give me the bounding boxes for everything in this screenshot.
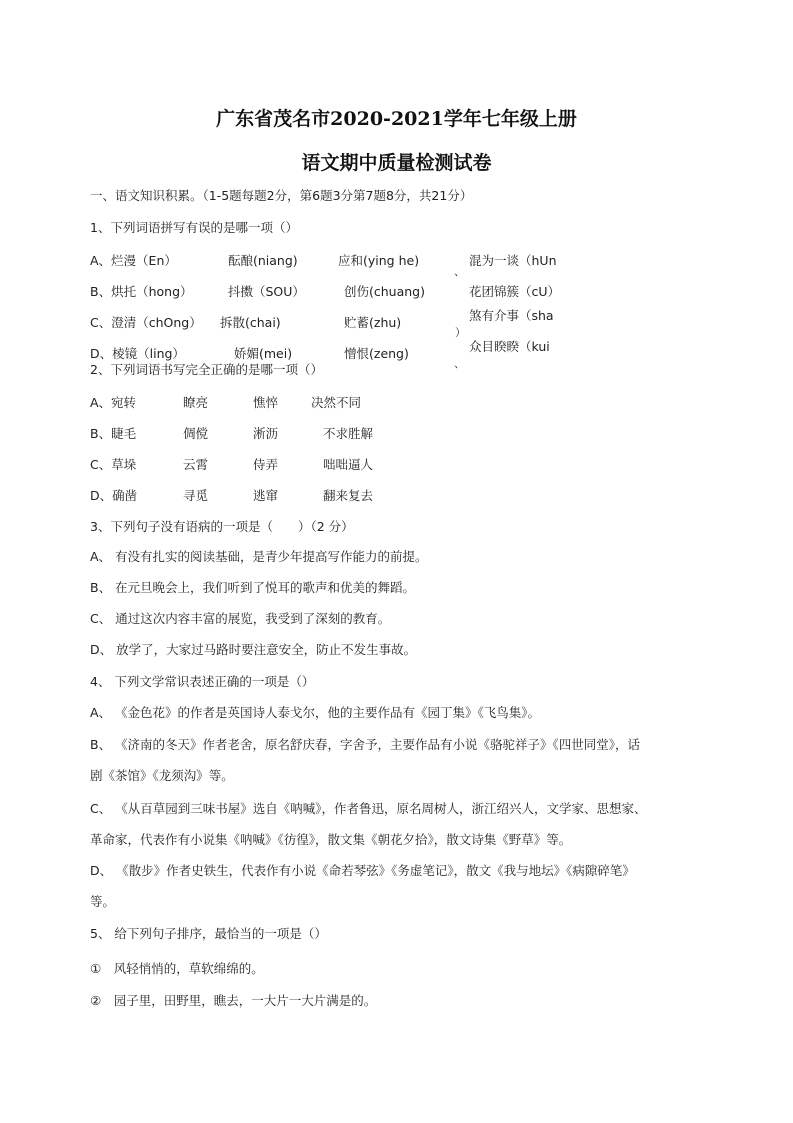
q1-option-d-label: D、棱镜（ling） [90, 346, 185, 361]
q2-option-c-word3: 侍弄 [253, 457, 279, 472]
question-5-stem: 5、 给下列句子排序，最恰当的一项是（） [90, 926, 327, 941]
q1-option-c-word2: 拆散(chai) [220, 315, 281, 330]
question-1-stem: 1、下列词语拼写有误的是哪一项（） [90, 220, 298, 235]
punctuation-mark: ） [455, 326, 466, 339]
section-heading: 一、语文知识积累。（1-5题每题2分，第6题3分第7题8分，共21分） [90, 188, 473, 203]
q1-option-a-word4: 混为一谈（hUn [469, 253, 557, 268]
q1-option-b-word4: 花团锦簇（cU） [469, 284, 561, 299]
q1-option-b-word2: 抖擞（SOU） [228, 284, 305, 299]
q5-item-2: ② 园子里，田野里，瞧去，一大片一大片满是的。 [90, 993, 377, 1008]
q2-option-a-word2: 瞭亮 [183, 395, 209, 410]
q1-option-a-word2: 酝酿(niang) [228, 253, 298, 268]
q2-option-c-word2: 云霄 [183, 457, 209, 472]
question-3-stem: 3、下列句子没有语病的一项是（ ）（2 分） [90, 519, 354, 534]
q2-option-a-word4: 决然不同 [311, 395, 362, 410]
q2-option-d-label: D、确凿 [90, 488, 138, 503]
q4-option-d-line1: D、 《散步》作者史铁生，代表作有小说《命若琴弦》《务虚笔记》，散文《我与地坛》《病隙碎笔》 [90, 863, 635, 878]
q2-option-c-label: C、草垛 [90, 457, 137, 472]
q4-option-a: A、 《金色花》的作者是英国诗人泰戈尔，他的主要作品有《园丁集》《飞鸟集》。 [90, 705, 541, 720]
punctuation-mark: 、 [454, 357, 465, 370]
q1-option-d-word2: 娇媚(mei) [234, 346, 293, 361]
q2-option-d-word2: 寻觅 [183, 488, 209, 503]
q4-option-c-line2: 革命家，代表作有小说集《呐喊》《彷徨》，散文集《朝花夕拾》，散文诗集《野草》等。 [90, 832, 572, 847]
q2-option-c-word4: 咄咄逼人 [323, 457, 374, 472]
q1-option-d-word4: 众目睽睽（kui [469, 339, 550, 354]
q1-option-b-word3: 创伤(chuang) [344, 284, 425, 299]
q1-option-c-label: C、澄清（chOng） [90, 315, 202, 330]
q4-option-d-line2: 等。 [90, 894, 116, 909]
q1-option-a-word3: 应和(ying he) [338, 253, 420, 268]
q2-option-a-label: A、宛转 [90, 395, 137, 410]
document-title: 广东省茂名市2020-2021学年七年级上册 [216, 108, 577, 130]
q3-option-a: A、 有没有扎实的阅读基础，是青少年提高写作能力的前提。 [90, 549, 428, 564]
q3-option-d: D、 放学了，大家过马路时要注意安全，防止不发生事故。 [90, 642, 417, 657]
q2-option-b-word2: 倜傥 [183, 426, 209, 441]
q1-option-c-word4: 煞有介事（sha [469, 308, 554, 323]
q4-option-b-line2: 剧《茶馆》《龙须沟》等。 [90, 768, 234, 783]
q4-option-c-line1: C、 《从百草园到三味书屋》选自《呐喊》，作者鲁迅，原名周树人，浙江绍兴人，文学家、思想家、 [90, 801, 647, 816]
punctuation-mark: 、 [454, 265, 465, 278]
q2-option-b-word4: 不求胜解 [323, 426, 374, 441]
q2-option-b-label: B、睫毛 [90, 426, 137, 441]
q4-option-b-line1: B、 《济南的冬天》作者老舍，原名舒庆春，字舍予，主要作品有小说《骆驼祥子》《四世同堂》，话 [90, 737, 641, 752]
document-subtitle: 语文期中质量检测试卷 [301, 152, 492, 174]
q1-option-b-label: B、烘托（hong） [90, 284, 193, 299]
q1-option-d-word3: 憎恨(zeng) [344, 346, 409, 361]
q2-option-a-word3: 憔悴 [253, 395, 279, 410]
q2-option-d-word3: 逃窜 [253, 488, 279, 503]
question-4-stem: 4、 下列文学常识表述正确的一项是（） [90, 674, 315, 689]
q3-option-b: B、 在元旦晚会上，我们听到了悦耳的歌声和优美的舞蹈。 [90, 580, 416, 595]
question-2-stem: 2、下列词语书写完全正确的是哪一项（） [90, 362, 323, 377]
q5-item-1: ① 风轻悄悄的，草软绵绵的。 [90, 961, 264, 976]
q2-option-b-word3: 淅沥 [253, 426, 279, 441]
q3-option-c: C、 通过这次内容丰富的展览，我受到了深刻的教育。 [90, 611, 391, 626]
q2-option-d-word4: 翻来复去 [323, 488, 374, 503]
q1-option-c-word3: 贮蓄(zhu) [344, 315, 402, 330]
q1-option-a-label: A、烂漫（En） [90, 253, 177, 268]
